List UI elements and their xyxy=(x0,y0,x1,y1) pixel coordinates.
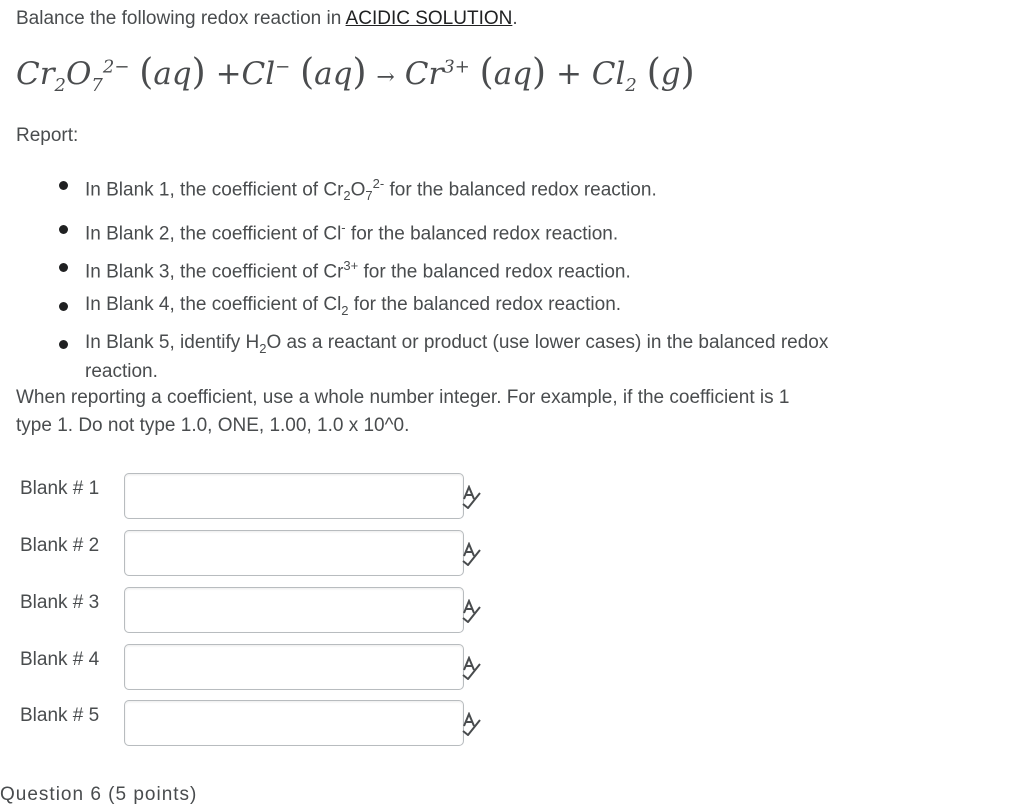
blank-row-1 xyxy=(20,473,500,521)
blank-label: Blank # 4 xyxy=(20,649,100,670)
blank-row-5 xyxy=(20,700,500,748)
blank-1-input[interactable] xyxy=(124,473,464,519)
instruction-list xyxy=(48,172,978,392)
blank-3-input[interactable] xyxy=(124,587,464,633)
redox-equation: $Cr_2O_7^{2-}$ (aq) +Cl− $(aq) \to Cr^{3+}$ $(aq) + Cl_2$ (g) xyxy=(16,52,695,97)
spell-check-icon[interactable] xyxy=(460,599,482,623)
spell-check-icon[interactable] xyxy=(460,712,482,736)
spell-check-icon[interactable] xyxy=(460,656,482,680)
list-item: In Blank 1, the coefficient of $Cr_2O_7^{2-}$ for the balanced redox reaction. xyxy=(48,172,978,208)
report-label: Report: xyxy=(16,125,79,146)
list-item: In Blank 4, the coefficient of $Cl_2$ for the balanced redox reaction. xyxy=(48,293,978,323)
blank-4-input[interactable] xyxy=(124,644,464,690)
blank-row-2 xyxy=(20,530,500,578)
spell-check-icon[interactable] xyxy=(460,542,482,566)
blank-row-4 xyxy=(20,644,500,692)
list-item: In Blank 5, identify $H_2O$ as a reactant or product (use lower cases) in the balanced redox reaction. xyxy=(48,331,978,385)
blank-label: Blank # 3 xyxy=(20,592,100,613)
list-item: In Blank 2, the coefficient of Cl- for the balanced redox reaction. xyxy=(48,216,978,246)
reporting-note: When reporting a coefficient, use a whole number integer. For example, if the coefficient is 1 type 1. Do not type 1.0, ONE, 1.00, 1.0 x 10^0. xyxy=(16,387,790,436)
blank-2-input[interactable] xyxy=(124,530,464,576)
blank-label: Blank # 5 xyxy=(20,705,100,726)
blank-label: Blank # 1 xyxy=(20,478,100,499)
blank-label: Blank # 2 xyxy=(20,535,100,556)
list-item: In Blank 3, the coefficient of $Cr^{3+}$ for the balanced redox reaction. xyxy=(48,254,978,284)
next-question-heading: Question 6 (5 points) xyxy=(0,784,198,805)
blank-row-3 xyxy=(20,587,500,635)
acidic-solution-emphasis: ACIDIC SOLUTION xyxy=(345,8,513,29)
blank-5-input[interactable] xyxy=(124,700,464,746)
spell-check-icon[interactable] xyxy=(460,485,482,509)
question-intro: Balance the following redox reaction in ACIDIC SOLUTION. xyxy=(16,8,518,29)
